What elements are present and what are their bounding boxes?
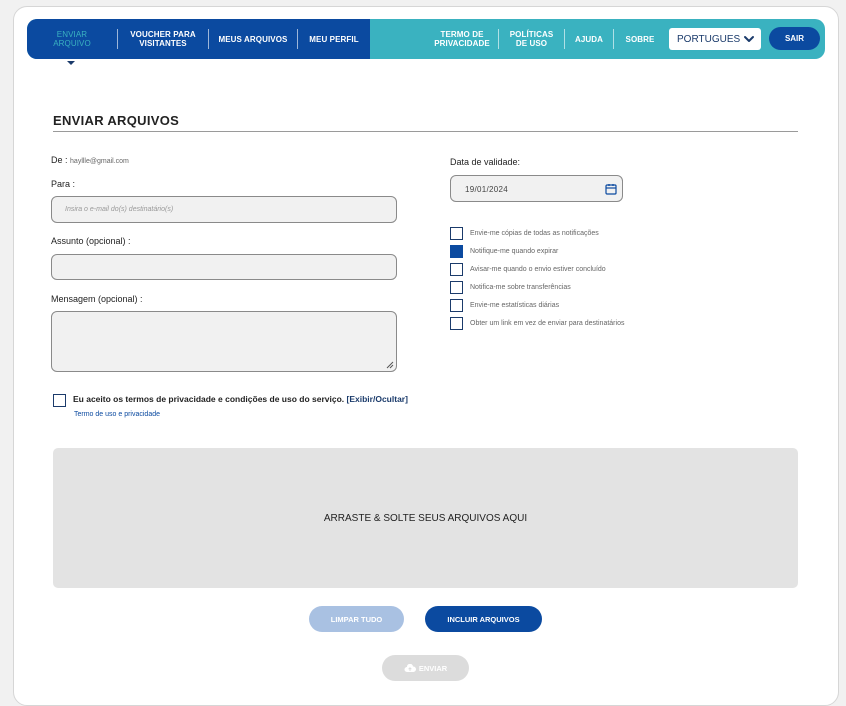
recipient-email-field[interactable] xyxy=(51,196,397,223)
nav-item-my-profile[interactable] xyxy=(298,19,370,59)
option-checkbox-daily-stats[interactable] xyxy=(450,299,463,312)
nav-label: SOBRE xyxy=(625,34,655,44)
option-label: Avisar-me quando o envio estiver concluído xyxy=(470,265,606,273)
from-row xyxy=(51,155,129,165)
subject-field[interactable] xyxy=(51,254,397,280)
top-nav xyxy=(27,19,825,59)
subject-label: Assunto (opcional) : xyxy=(51,236,131,246)
nav-label: MEU PERFIL xyxy=(309,34,359,44)
option-label: Notifique-me quando expirar xyxy=(470,247,559,255)
nav-item-about[interactable] xyxy=(614,19,666,59)
option-checkbox-transfers[interactable] xyxy=(450,281,463,294)
add-files-button[interactable]: INCLUIR ARQUIVOS xyxy=(425,606,542,632)
option-row[interactable] xyxy=(450,262,606,276)
option-checkbox-copies[interactable] xyxy=(450,227,463,240)
nav-label: TERMO DE xyxy=(440,30,484,39)
title-divider xyxy=(53,131,798,132)
nav-label: DE USO xyxy=(515,39,548,48)
option-checkbox-expire[interactable] xyxy=(450,245,463,258)
resize-handle-icon[interactable] xyxy=(386,361,394,369)
cloud-upload-icon xyxy=(404,664,416,673)
option-row[interactable] xyxy=(450,226,599,240)
send-button[interactable] xyxy=(382,655,469,681)
nav-label: ENVIAR xyxy=(56,30,88,39)
terms-row xyxy=(53,394,408,407)
nav-item-usage-policies[interactable] xyxy=(499,19,564,59)
send-label: ENVIAR xyxy=(418,663,448,673)
clear-all-button[interactable]: LIMPAR TUDO xyxy=(309,606,404,632)
nav-item-help[interactable] xyxy=(565,19,613,59)
option-label: Obter um link em vez de enviar para destinatários xyxy=(470,319,625,327)
file-dropzone[interactable] xyxy=(53,448,798,588)
option-row[interactable] xyxy=(450,316,624,330)
expiry-date-field[interactable] xyxy=(450,175,623,202)
recipient-placeholder: Insira o e-mail do(s) destinatário(s) xyxy=(65,206,174,213)
nav-label: MEUS ARQUIVOS xyxy=(218,34,288,44)
nav-item-visitor-voucher[interactable] xyxy=(118,19,208,59)
calendar-icon[interactable] xyxy=(605,183,617,195)
chevron-down-icon xyxy=(743,33,755,45)
option-label: Envie-me cópias de todas as notificações xyxy=(470,229,599,237)
language-value: PORTUGUES xyxy=(677,33,741,45)
language-select[interactable] xyxy=(669,28,761,50)
active-tab-caret-icon xyxy=(67,61,75,65)
page-title: ENVIAR ARQUIVOS xyxy=(53,113,180,128)
logout-button[interactable]: SAIR xyxy=(769,27,820,50)
from-label: De : xyxy=(51,155,68,165)
terms-checkbox[interactable] xyxy=(53,394,66,407)
nav-label: VOUCHER PARA xyxy=(130,30,196,39)
message-label: Mensagem (opcional) : xyxy=(51,294,143,304)
nav-item-my-files[interactable] xyxy=(209,19,297,59)
expiry-date-value: 19/01/2024 xyxy=(465,185,509,194)
option-checkbox-get-link[interactable] xyxy=(450,317,463,330)
option-label: Envie-me estatísticas diárias xyxy=(470,301,560,309)
from-email: hayllle@gmail.com xyxy=(70,158,129,165)
nav-label: AJUDA xyxy=(574,34,604,44)
nav-label: PRIVACIDADE xyxy=(434,39,490,48)
message-textarea[interactable] xyxy=(51,311,397,372)
terms-toggle-link[interactable]: [Exibir/Ocultar] xyxy=(346,394,408,404)
expiry-label: Data de validade: xyxy=(450,157,521,167)
dropzone-text: ARRASTE & SOLTE SEUS ARQUIVOS AQUI xyxy=(323,512,528,524)
nav-label: ARQUIVO xyxy=(53,39,91,48)
nav-item-privacy-terms[interactable] xyxy=(425,19,499,59)
option-row[interactable] xyxy=(450,298,559,312)
to-label: Para : xyxy=(51,179,76,189)
terms-label: Eu aceito os termos de privacidade e condições de uso do serviço. xyxy=(73,394,345,404)
terms-text xyxy=(73,394,408,404)
option-checkbox-upload-complete[interactable] xyxy=(450,263,463,276)
nav-label: VISITANTES xyxy=(139,39,187,48)
nav-label: POLÍTICAS xyxy=(509,30,554,39)
terms-of-use-link[interactable]: Termo de uso e privacidade xyxy=(74,411,160,418)
option-row[interactable] xyxy=(450,244,558,258)
nav-item-send-file[interactable] xyxy=(27,19,117,59)
option-row[interactable] xyxy=(450,280,571,294)
option-label: Notifica-me sobre transferências xyxy=(470,283,571,291)
